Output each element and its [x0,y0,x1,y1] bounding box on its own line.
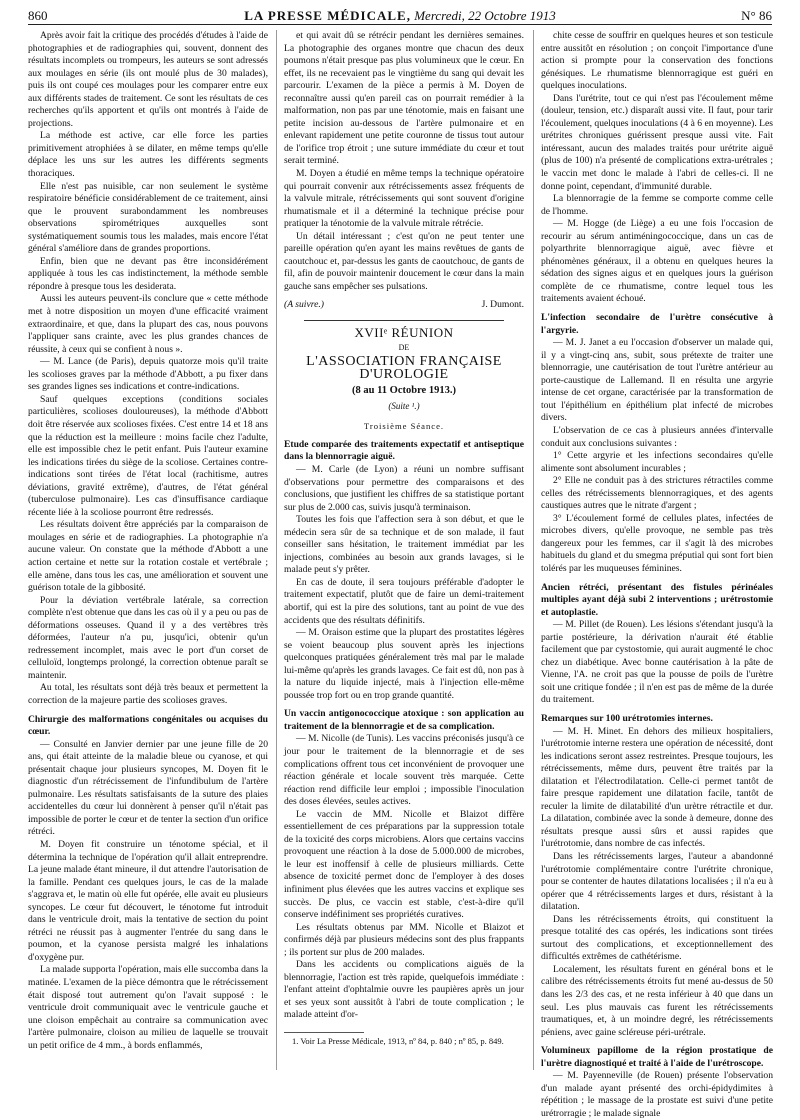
paragraph: Après avoir fait la critique des procédés d'études à l'aide de photographies et de radiographies qui, souvent, donnent des résultats incomplets ou trompeurs, les auteurs se sont adressés aux moulages en série (ils ont moulé plus de 30 malades), puis ils ont coupé ces moulages pour les comparer entre eux aux différents stades de traitement. Ce sont les résultats de ces recherches qu'ils apportent et qu'ils ont montrés à l'aide de projections. [28,30,268,129]
paragraph: — M. Carle (de Lyon) a réuni un nombre suffisant d'observations pour permettre des comparaisons et des conclusions, que justifient les chiffres de sa statistique portant sur plus de 2.000 cas, suivis jusqu'à terminaison. [284,463,524,513]
section-heading: Un vaccin antigonococcique atoxique : son application au traitement de la blennorragie et de sa complication. [284,708,524,732]
paragraph: L'observation de ce cas à plusieurs années d'intervalle conduit aux conclusions suivantes : [541,424,773,449]
paragraph: Les résultats obtenus par MM. Nicolle et Blaizot et confirmés déjà par plusieurs médecins sont des plus frappants ; ils portent sur plus de 200 malades. [284,921,524,958]
issue-number: N° 86 [741,8,772,23]
paragraph: — Consulté en Janvier dernier par une jeune fille de 20 ans, qui était atteinte de la maladie bleue ou cyanose, et qui présentait chaque jour plusieurs syncopes, M. Doyen fit le diagnostic d'un rétrécissement de l'infundibulum de l'artère pulmonaire. Les résultats satisfaisants de la suture des plaies accidentelles du cœur lui donnèrent à penser qu'il n'était pas impossible de porter le cœur et de tenter la section d'un orifice rétréci. [28,738,268,838]
paragraph: Enfin, bien que ne devant pas être inconsidérément appliquée à tous les cas indistinctement, la méthode semble répondre à presque tous les desiderata. [28,255,268,292]
paragraph: — M. Pillet (de Rouen). Les lésions s'étendant jusqu'à la partie postérieure, la dérivation n'aurait été établie facilement que par cystostomie, qui aurait augmenté le choc chez un diabétique. Avec bonne cautérisation à la pâte de Vienne, l'A. ne croit pas que la pousse de poils de l'urètre soit une critique fondée ; il n'en est pas de même de la durée du traitement. [541,619,773,706]
paragraph: M. Doyen a étudié en même temps la technique opératoire qui pourrait convenir aux rétrécissements assez fréquents de la valvule mitrale, rétrécissements qui sont souvent d'origine rhumatismale et il a déterminé la technique précise pour pratiquer la ténotomie de la valvule mitrale rétrécie. [284,168,524,230]
column-divider [276,30,277,1070]
section-heading: Etude comparée des traitements expectatif et antiseptique dans la blennorragie aiguë. [284,438,524,463]
to-be-continued: (A suivre.) [284,299,324,311]
page-header [28,6,772,26]
column-3 [541,30,773,1119]
meeting-continued: (Suite ¹.) [388,400,420,411]
meeting-line-1: XVIIᵉ RÉUNION [354,325,454,341]
paragraph: 2° Elle ne conduit pas à des strictures rétractiles comme celles des rétrécissements blennorragiques, et des agents caustiques autres que le nitrate d'argent ; [541,475,773,512]
paragraph: — M. Nicolle (de Tunis). Les vaccins préconisés jusqu'à ce jour pour le traitement de la blennorragie et de ses complications offrent tous cet inconvénient de provoquer une réaction générale et locale souvent très marquée. Cette réaction rend difficile leur emploi ; impossible l'inoculation des doses élevées, seules actives. [284,733,524,808]
paragraph: Aussi les auteurs peuvent-ils conclure que « cette méthode met à notre disposition un moyen d'une efficacité vraiment extraordinaire, et que, dans la plupart des cas, nous pouvons l'appliquer sans crainte, avec les plus grandes chances de réussite, à ceux qui se confient à nous ». [28,293,268,355]
paragraph: — M. Oraison estime que la plupart des prostatites légères se voient beaucoup plus souvent après les injections quelconques pratiquées généralement très mal par le malade lui-même qu'après les grands lavages. Ce fait est dû, non pas à la nature du liquide injecté, mais à l'injection elle-même poussée trop fort ou en trop grande quantité. [284,627,524,701]
section-heading: Remarques sur 100 urétrotomies internes. [541,712,713,724]
paragraph: — M. J. Janet a eu l'occasion d'observer un malade qui, il y a vingt-cinq ans, subit, sous prétexte de traiter une blennorragie, une cautérisation de tout l'urètre antérieur au porte-caustique de Lallemand. Il en résulta une argyrie intense de cet organe, caractérisée par la transformation de tout l'épithélium en épithélium plat infecté de microbes divers. [541,337,773,424]
journal-title [28,8,772,24]
paragraph: La blennorragie de la femme se comporte comme celle de l'homme. [541,193,773,217]
paragraph: Localement, les résultats furent en général bons et le calibre des rétrécissements étroits fut mené au-dessus de 50 dans les 2/3 des cas, et ne resta inférieur à 40 que dans un seul. Les plus mauvais cas furent les rétrécissements traumatiques, et, à un moindre degré, les rétrécissements péniens, avec gaine scléreuse péri-urétrale. [541,963,773,1038]
paragraph: Elle n'est pas nuisible, car non seulement le système respiratoire bénéficie considérablement de ce traitement, ainsi que le prouvent surabondamment les nombreuses observations spirométriques auxquelles sont systématiquement soumis tous les malades, mais encore l'état général s'améliore dans de grandes proportions. [28,180,268,255]
paragraph: Sauf quelques exceptions (conditions sociales particulières, scolioses douloureuses), la méthode d'Abbott doit être réservée aux scolioses fixées. C'est entre 14 et 18 ans que la réduction est la meilleure : moins facile chez l'adulte, elle est impossible chez le petit enfant. Puis l'auteur examine les indications tirées du siège de la scoliose. Certaines contre-indications sont tirées de l'état local (rachitisme, autres déviations, gravité extrême), d'autres, de l'état général (tuberculose pulmonaire). Les cas d'insuffisance cardiaque récente liée à la scoliose pourront être redressés. [28,393,268,518]
article-signature [284,299,524,312]
paragraph: Un détail intéressant ; c'est qu'on ne peut tenter une pareille opération qu'en ayant les mains revêtues de gants de caoutchouc et, par-dessus les gants de caoutchouc, de gants de fil, afin de pouvoir maintenir doucement le cœur dans la main gauche sans empêcher ses pulsations. [284,230,524,292]
paragraph: Au total, les résultats sont déjà très beaux et permettent la correction de la majeure partie des scolioses graves. [28,682,268,706]
column-2 [284,30,524,1072]
page-number: 860 [28,8,48,23]
paragraph: — M. Hogge (de Liège) a eu une fois l'occasion de recourir au sérum antiméningococcique, dans un cas de polyarthrite blennorragique aiguë, avec fièvre et phénomènes généraux, il a obtenu en quelques heures la sédation des signes aigus et en quelques jours la guérison complète de ce rhumatisme, contre lequel tous les traitements avaient échoué. [541,218,773,305]
issue-date: Mercredi, 22 Octobre 1913 [414,8,556,23]
meeting-line-2: DE [398,342,410,352]
section-heading: Ancien rétréci, présentant des fistules périnéales multiples ayant déjà subi 2 interventions ; urétrostomie et autoplastie. [541,581,773,618]
paragraph: Dans l'urétrite, tout ce qui n'est pas l'écoulement même (douleur, tension, etc.) disparaît aussi vite. Il faut, pour tarir l'écoulement, quelques inoculations (4 à 6 en moyenne). Les urétrites chroniques guérissent presque aussi vite. Fait intéressant, aucun des malades traités pour urétrite aiguë (plus de 100) n'a présenté de complications extra-urétrales ; le vaccin met donc le malade à l'abri de celles-ci. Il ne donne point, cependant, d'immunité durable. [541,92,773,192]
header-rule [28,24,772,25]
column-divider [533,30,534,1070]
paragraph: chite cesse de souffrir en quelques heures et son testicule entre aussitôt en résolution ; on conçoit l'importance d'une action si prompte pour la conservation des fonctions génésiques. Le rhumatisme blennorragique est guéri en quelques inoculations. [541,30,773,92]
paragraph: Pour la déviation vertébrale latérale, sa correction complète n'est obtenue que dans les cas où il y a peu ou pas de déformations osseuses. Quand il y a des vertèbres très déformées, l'auteur n'a pu, jusqu'ici, obtenir qu'un redressement incomplet, mais avec le port d'un corset de celluloïd, longtemps prolongé, la correction obtenue paraît se maintenir. [28,594,268,681]
column-1 [28,30,268,1072]
author-name: J. Dumont. [481,299,524,311]
section-heading: Chirurgie des malformations congénitales ou acquises du cœur. [28,713,268,738]
meeting-line-3: L'ASSOCIATION FRANÇAISE D'UROLOGIE [306,354,502,382]
paragraph: Les résultats doivent être appréciés par la comparaison de moulages en série et de radiographies. La photographie n'a aucune valeur. On constate que la méthode d'Abbott a une action certaine et nette sur la rotation costale et vertébrale ; elle amène, dans tous les cas, une amélioration et souvent une guérison totale de la gibbosité. [28,519,268,594]
session-title: Troisième Séance. [363,421,445,432]
meeting-dates: (8 au 11 Octobre 1913.) [352,385,456,397]
section-rule [304,320,504,321]
meeting-title [284,327,524,433]
paragraph: En cas de doute, il sera toujours préférable d'adopter le traitement expectatif, plutôt que de faire un demi-traitement abortif, qui est la pire des solutions, tant au point de vue des accidents que des résultats définitifs. [284,576,524,626]
paragraph: Dans les rétrécissements étroits, qui constituent la presque totalité des cas opérés, les indications sont tirées surtout des complications, et exceptionnellement des difficultés extrêmes de cathétérisme. [541,913,773,963]
paragraph: et qui avait dû se rétrécir pendant les dernières semaines. La photographie des organes montre que chacun des deux poumons n'était presque pas plus volumineux que le cœur. En effet, ils ne recevaient pas le vingtième du sang qui devait les parcourir. L'examen de la pièce a permis à M. Doyen de reconnaître aussi qu'en pareil cas on pourrait remédier à la malformation, non pas par une ténotomie, mais en faisant une petite incision au-dessous de l'artère pulmonaire et en enlevant rapidement une petite couronne de tissus tout autour de l'orifice trop étroit ; une suture immédiate du cœur et tout serait terminé. [284,30,524,167]
section-heading: L'infection secondaire de l'urètre consécutive à l'argyrie. [541,312,773,336]
paragraph: — M. Payenneville (de Rouen) présente l'observation d'un malade ayant présenté des orchi-épidydimites à répétition ; le massage de la prostate est suivi d'une petite urétrorragie ; le malade signale [541,1070,773,1119]
paragraph: 3° L'écoulement formé de cellules plates, infectées de microbes divers, qu'elle provoque, ne semble pas très dangereux pour les femmes, car il s'agit là des microbes habituels du gland et du smegma préputial qui sont fort bien tolérés par les muqueuses féminines. [541,512,773,574]
paragraph: La malade supporta l'opération, mais elle succomba dans la matinée. L'examen de la pièce démontra que le rétrécissement était disposé tout autrement qu'on l'avait supposé : le ventricule droit communiquait avec le ventricule gauche et une cloison empêchait au contraire sa communication avec l'artère pulmonaire, cloison au milieu de laquelle se trouvait un petit orifice de 4 mm., à bords enflammés, [28,964,268,1051]
paragraph: Le vaccin de MM. Nicolle et Blaizot diffère essentiellement de ces préparations par la suppression totale de la toxicité des corps microbiens. Alors que certains vaccins provoquent une réaction à la dose de 5.000.000 de microbes, le leur est inoffensif à celle de plusieurs milliards. Cette absence de toxicité permet donc de l'employer à des doses infiniment plus élevées que les autres vaccins et explique ses succès. De plus, ce vaccin est stable, c'est-à-dire qu'il conserve indéfiniment ses propriétés curatives. [284,808,524,921]
paragraph: La méthode est active, car elle force les parties primitivement atrophiées à se dilater, en même temps qu'elle déplace les uns sur les autres les différents segments thoraciques. [28,130,268,180]
paragraph: Dans les accidents ou complications aiguës de la blennorragie, l'action est très rapide, quelquefois immédiate : l'enfant atteint d'ophtalmie ouvre les paupières après un jour et ses yeux sont aussitôt à l'abri de toute complication ; le malade atteint d'or- [284,959,524,1021]
paragraph: Toutes les fois que l'affection sera à son début, et que le médecin sera sûr de sa technique et de son malade, il faut conseiller sans hésitation, le traitement immédiat par les injections, combinées au besoin aux grands lavages, si le malade peut s'y prêter. [284,514,524,576]
footnote: 1. Voir La Presse Médicale, 1913, nº 84, p. 840 ; nº 85, p. 849. [292,1036,504,1047]
footnote-rule [284,1032,364,1033]
paragraph: Dans les rétrécissements larges, l'auteur a abandonné l'urétrotomie complémentaire contre l'urétrite chronique, pour se contenter de hautes dilatations localisées ; il n'a eu à opérer que 4 rétrécissements larges et durs, résistant à la dilatation. [541,851,773,913]
section-heading: Volumineux papillome de la région prostatique de l'urètre diagnostiqué et traité à l'aide de l'urétroscope. [541,1045,773,1069]
paragraph: M. Doyen fit construire un ténotome spécial, et il détermina la technique de l'opération qu'il allait entreprendre. La jeune malade étant mineure, il dut attendre l'autorisation de la famille. Pendant ces quelques jours, le cas de la malade s'aggrava et, le matin où elle fut opérée, elle avait eu plusieurs syncopes. Le cœur fut découvert, le ténotome fut introduit dans le ventricule droit, mais la tentative de section du point rétréci ne réussit pas à augmenter l'entrée du sang dans le poumon, et la cyanose persista malgré les inhalations d'oxygène pur. [28,839,268,963]
paragraph: — M. H. Minet. En dehors des milieux hospitaliers, l'urétrotomie interne restera une opération de nécessité, dont les indications seront assez restreintes. Presque toujours, les rétrécissements, même durs, peuvent être traités par la dilatation et l'électrodilatation. Celle-ci permet tantôt de faire presque rapidement une dilatation facile, tantôt de reculer la limite de dilatabilité d'un urètre rétractile et dur. La dilatation, combinée avec la sonde à demeure, donne des résultats presque aussi sûrs et aussi rapides que l'urétrotomie, dans nombre de cas infectés. [541,725,773,850]
journal-name: LA PRESSE MÉDICALE, [244,8,411,23]
paragraph: — M. Lance (de Paris), depuis quatorze mois qu'il traite les scolioses graves par la méthode d'Abbott, a pu fixer dans ses grandes lignes ses indications et contre-indications. [28,356,268,393]
paragraph: 1° Cette argyrie et les infections secondaires qu'elle alimente sont absolument incurables ; [541,450,773,474]
